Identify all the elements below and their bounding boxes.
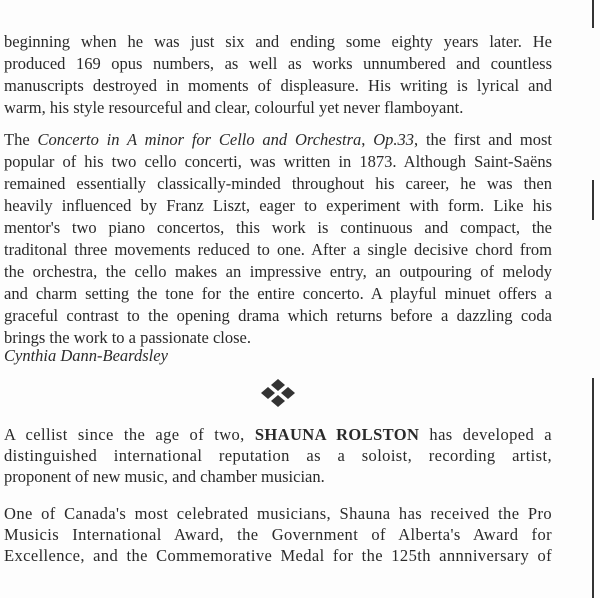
text-line: brings the work to a passionate close.: [4, 328, 251, 347]
text-line: proponent of new music, and chamber musician.: [4, 467, 325, 486]
text: has developed a: [419, 425, 552, 444]
text-line: graceful contrast to the opening drama which returns before a dazzling coda: [4, 306, 552, 325]
work-title: Concerto in A minor for Cello and Orchestra: [37, 130, 362, 149]
text-line: Musicis International Award, the Government of Alberta's Award for: [4, 525, 552, 544]
text: ,: [361, 130, 374, 149]
diamond-ornament-icon: [256, 378, 300, 410]
text: , the first and most: [414, 130, 553, 149]
text-line: and charm setting the tone for the entire concerto. A playful minuet offers a: [4, 284, 552, 303]
text-line: warm, his style resourceful and clear, colourful yet never flamboyant.: [4, 98, 464, 117]
text-line: One of Canada's most celebrated musicians, Shauna has received the Pro: [4, 504, 552, 523]
text-line: heavily influenced by Franz Liszt, eager to experiment with form. Like his: [4, 196, 552, 215]
text-line: the orchestra, the cello makes an impressive entry, an outpouring of melody: [4, 262, 552, 281]
text-line: remained essentially classically-minded throughout his career, he was then: [4, 174, 552, 193]
edge-line-mid: [592, 180, 594, 220]
text-line: traditonal three movements reduced to one. After a single decisive chord from: [4, 240, 552, 259]
author-signature: Cynthia Dann-Beardsley: [4, 346, 168, 365]
text: A cellist since the age of two,: [4, 425, 255, 444]
text-line: [4, 425, 552, 445]
text-line: [4, 130, 552, 150]
edge-line-bottom: [592, 378, 594, 598]
opus-number: Op.33: [373, 130, 415, 149]
artist-name: SHAUNA ROLSTON: [254, 425, 420, 444]
text-line: produced 169 opus numbers, as well as works unnumbered and countless: [4, 54, 552, 73]
text-line: popular of his two cello concerti, was written in 1873. Although Saint-Saëns: [4, 152, 552, 171]
text-line: distinguished international reputation as a soloist, recording artist,: [4, 446, 552, 465]
text-line: Excellence, and the Commemorative Medal for the 125th annniversary of: [4, 546, 552, 565]
text: The: [4, 130, 38, 149]
text-line: manuscripts destroyed in moments of displeasure. His writing is lyrical and: [4, 76, 552, 95]
text-line: beginning when he was just six and ending some eighty years later. He: [4, 32, 552, 51]
text-line: mentor's two piano concertos, this work is continuous and compact, the: [4, 218, 552, 237]
edge-line-top: [592, 0, 594, 28]
